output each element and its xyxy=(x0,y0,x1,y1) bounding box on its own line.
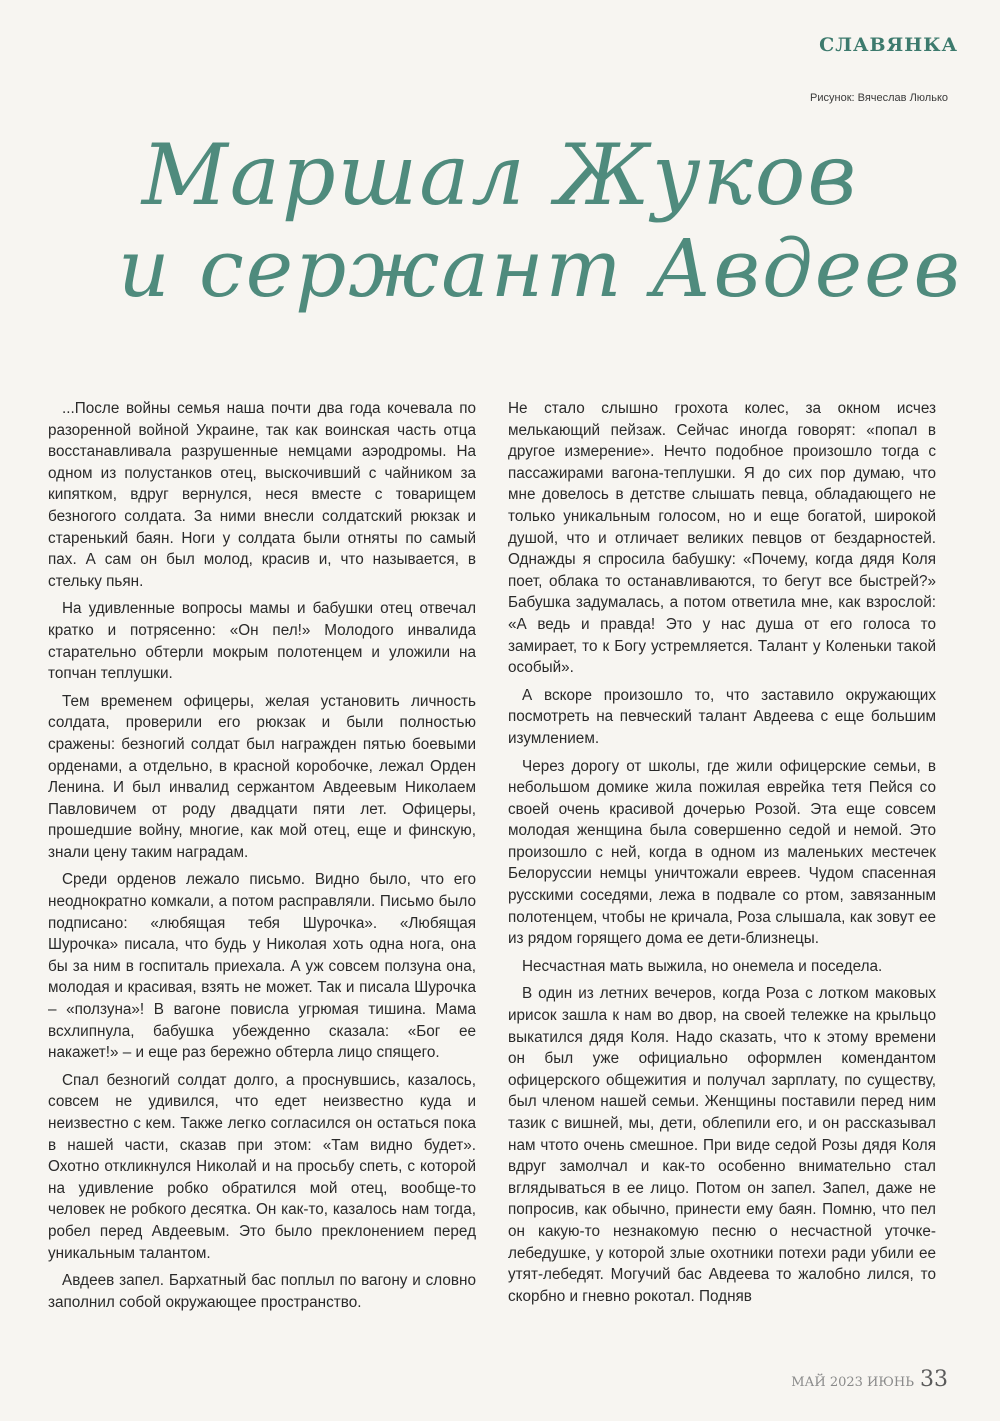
issue-date: МАЙ 2023 ИЮНЬ xyxy=(791,1375,914,1390)
masthead-logo: СЛАВЯНКА xyxy=(819,34,958,56)
article-title-line-1: Маршал Жуков xyxy=(141,126,859,224)
paragraph: В один из летних вечеров, когда Роза с лотком маковых ирисок зашла к нам во двор, на своей тележке на крыльцо выкатился дядя Коля. Надо сказать, что к этому времени он был уже официально оформлен комендантом офицерского общежития и получал зарплату, по существу, был членом нашей семьи. Женщины поставили перед ним тазик с вишней, мы, дети, облепили его, и он рассказывал нам чтото очень смешное. При виде седой Розы дядя Коля вдруг замолчал и как-то особенно внимательно стал вглядываться в ее лицо. Потом он запел. Запел, даже не попросив, как обычно, принести ему баян. Помню, что пел он какую-то незнакомую песню о несчастной уточке-лебедушке, у которой злые охотники потехи ради убили ее утят-лебедят. Могучий бас Авдеева то жалобно лился, то скорбно и гневно рокотал. Подняв xyxy=(508,985,936,1305)
paragraph: Спал безногий солдат долго, а проснувшись, казалось, совсем не удивился, что едет неизвестно куда и неизвестно с кем. Также легко согласился он остаться пока в нашей части, сказав при этом: «Там видно будет». Охотно откликнулся Николай и на просьбу спеть, с которой на удивление робко обратился мой отец, вообще-то человек не робкого десятка. Он как-то, казалось нам тогда, робел перед Авдеевым. Это было преклонением перед уникальным талантом. xyxy=(48,1071,476,1262)
paragraph: На удивленные вопросы мамы и бабушки отец отвечал кратко и потрясенно: «Он пел!» Молодого инвалида старательно обтерли мокрым полотенцем и уложили на топчан теплушки. xyxy=(48,600,476,683)
paragraph: Через дорогу от школы, где жили офицерские семьи, в небольшом домике жила пожилая еврейка тетя Пейся со своей очень красивой дочерью Розой. Эта еще совсем молодая женщина была совершенно седой и немой. Это произошло с ней, когда в одном из маленьких местечек Белоруссии немцы уничтожали евреев. Чудом спасенная русскими соседями, лежа в подвале со ртом, завязанным полотенцем, чтобы не кричала, Роза слышала, как зовут ее из рядом горящего дома ее дети-близнецы. xyxy=(508,757,936,948)
paragraph: ...После войны семья наша почти два года кочевала по разоренной войной Украине, так как воинская часть отца восстанавливала разрушенные немцами аэродромы. На одном из полустанков отец, выскочивший с чайником за кипятком, вдруг вернулся, неся вместе с товарищем безногого солдата. За ними внесли солдатский рюкзак и старенький баян. Ноги у солдата были отняты по самый пах. А сам он был молод, красив и, что называется, в стельку пьян. xyxy=(48,400,476,590)
paragraph: Несчастная мать выжила, но онемела и поседела. xyxy=(522,957,883,975)
page-number: 33 xyxy=(920,1367,948,1392)
paragraph: А вскоре произошло то, что заставило окружающих посмотреть на певческий талант Авдеева с еще большим изумлением. xyxy=(508,686,936,747)
text-column-right xyxy=(508,398,936,1313)
paragraph: Среди орденов лежало письмо. Видно было, что его неоднократно комкали, а потом расправляли. Письмо было подписано: «любящая тебя Шурочка». «Любящая Шурочка» писала, что будь у Николая хоть одна нога, она бы за ним в госпиталь приехала. А уж совсем ползуна она, молодая и красивая, взять не может. Так и писала Шурочка – «ползуна»! В вагоне повисла угрюмая тишина. Мама всхлипнула, бабушка убежденно сказала: «Бог ее накажет!» – и еще раз бережно обтерла лицо спящего. xyxy=(48,871,476,1062)
page-footer xyxy=(791,1367,948,1392)
paragraph: Авдеев запел. Бархатный бас поплыл по вагону и словно заполнил собой окружающее пространство. xyxy=(48,1272,476,1311)
text-column-left xyxy=(48,398,476,1319)
paragraph: Не стало слышно грохота колес, за окном исчез мелькающий пейзаж. Сейчас иногда говорят: «попал в другое измерение». Нечто подобное произошло тогда с пассажирами вагона-теплушки. Я до сих пор думаю, что мне довелось в детстве слышать певца, обладающего не только уникальным голосом, но и еще богатой, широкой душой, что и отличает великих певцов от бездарностей. Однажды я спросила бабушку: «Почему, когда дядя Коля поет, облака то останавливаются, то бегут все быстрей?» Бабушка задумалась, а потом ответила мне, как взрослой: «А ведь и правда! Это у нас душа от его голоса то замирает, то к Богу устремляется. Талант у Коленьки такой особый». xyxy=(508,400,936,677)
article-title-line-2: и сержант Авдеев xyxy=(117,222,963,315)
paragraph: Тем временем офицеры, желая установить личность солдата, проверили его рюкзак и были полностью сражены: безногий солдат был награжден пятью боевыми орденами, а отдельно, в красной коробочке, лежал Орден Ленина. И был инвалид сержантом Авдеевым Николаем Павловичем от роду двадцати пяти лет. Офицеры, прошедшие войну, многие, как мой отец, еще и финскую, знали цену таким наградам. xyxy=(48,692,476,861)
illustration-credit: Рисунок: Вячеслав Люлько xyxy=(810,92,948,104)
